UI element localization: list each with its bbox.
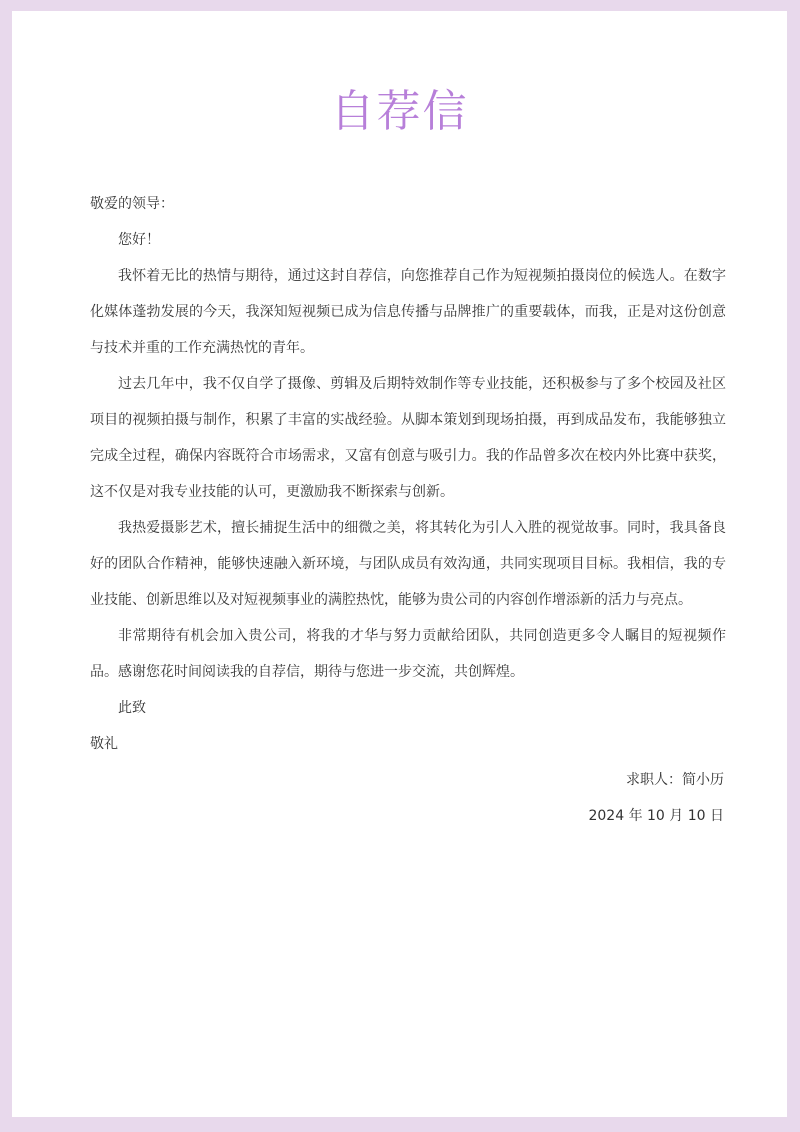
letter-page [12,11,787,1117]
letter-body [90,186,726,834]
greeting: 您好！ [118,232,160,248]
closing-line-1: 此致 [118,700,146,716]
salutation: 敬爱的领导： [90,196,174,212]
paragraph-1: 我怀着无比的热情与期待，通过这封自荐信，向您推荐自己作为短视频拍摄岗位的候选人。在数字化媒体蓬勃发展的今天，我深知短视频已成为信息传播与品牌推广的重要载体，而我，正是对这份创意与技术并重的工作充满热忱的青年。 [90,268,726,356]
date: 2024 年 10 月 10 日 [588,808,724,824]
paragraph-2: 过去几年中，我不仅自学了摄像、剪辑及后期特效制作等专业技能，还积极参与了多个校园及社区项目的视频拍摄与制作，积累了丰富的实战经验。从脚本策划到现场拍摄，再到成品发布，我能够独立完成全过程，确保内容既符合市场需求，又富有创意与吸引力。我的作品曾多次在校内外比赛中获奖，这不仅是对我专业技能的认可，更激励我不断探索与创新。 [90,376,726,500]
closing-line-2: 敬礼 [90,736,118,752]
letter-title: 自荐信 [330,86,469,137]
signature: 求职人：简小历 [626,772,724,788]
paragraph-3: 我热爱摄影艺术，擅长捕捉生活中的细微之美，将其转化为引人入胜的视觉故事。同时，我具备良好的团队合作精神，能够快速融入新环境，与团队成员有效沟通，共同实现项目目标。我相信，我的专业技能、创新思维以及对短视频事业的满腔热忱，能够为贵公司的内容创作增添新的活力与亮点。 [90,520,726,608]
paragraph-4: 非常期待有机会加入贵公司，将我的才华与努力贡献给团队，共同创造更多令人瞩目的短视频作品。感谢您花时间阅读我的自荐信，期待与您进一步交流，共创辉煌。 [90,628,726,680]
